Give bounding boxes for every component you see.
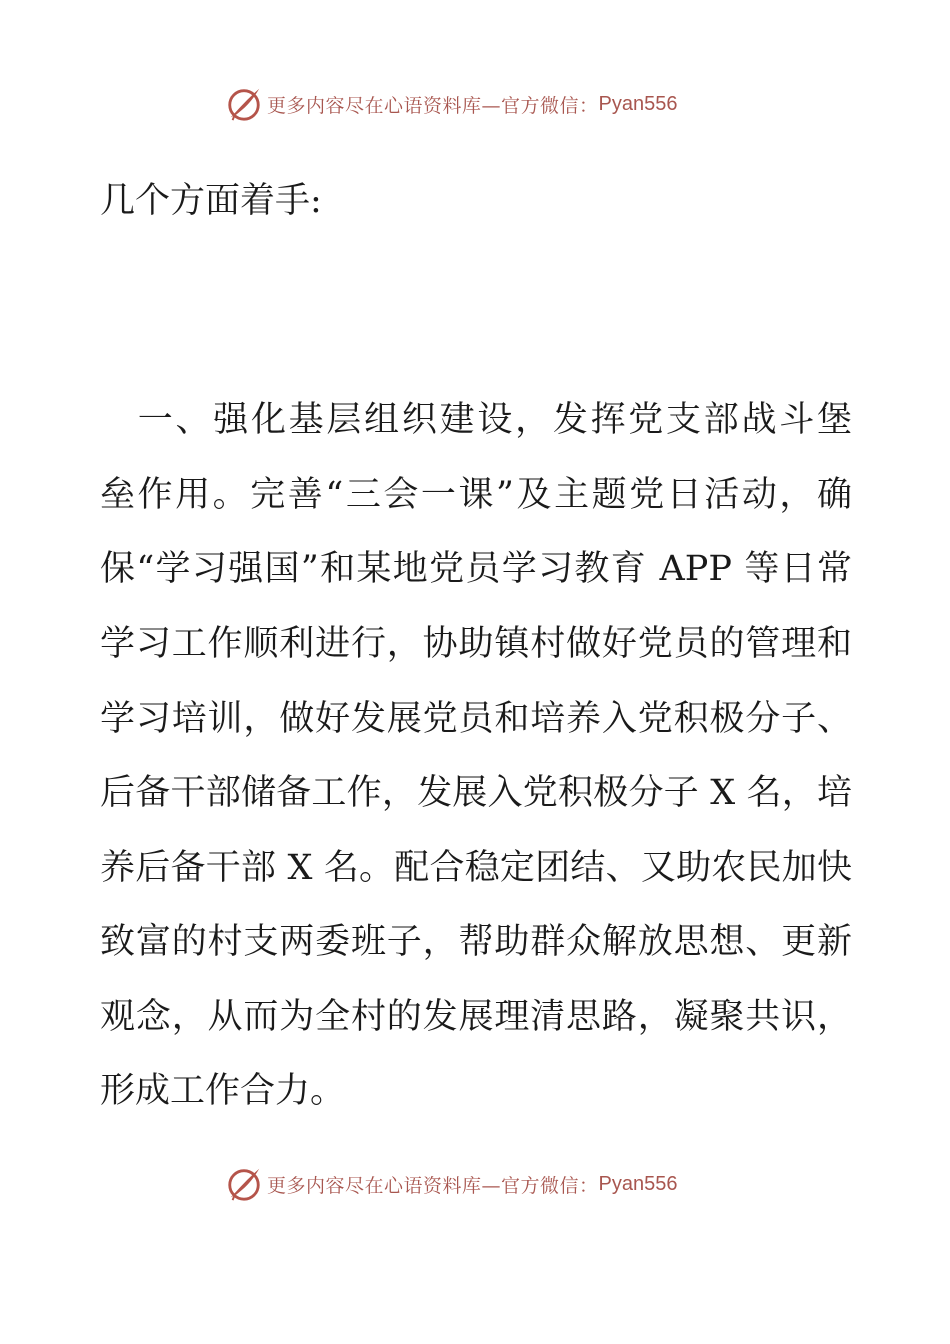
watermark-wechat-id: Pyan556 [598,1172,678,1195]
paragraph-line: 一、强化基层组织建设，发挥党支部战斗堡 [100,400,852,440]
paragraph-line: 后备干部储备工作，发展入党积极分子 X 名，培 [100,773,852,813]
intro-line: 几个方面着手: [100,181,322,221]
quill-pen-circle-icon [225,85,263,123]
paragraph-line: 学习培训，做好发展党员和培养入党积极分子、 [100,699,852,739]
watermark-wechat-id: Pyan556 [598,92,678,115]
paragraph-line: 养后备干部 X 名。配合稳定团结、又助农民加快 [100,848,852,888]
paragraph-line: 致富的村支两委班子，帮助群众解放思想、更新 [100,922,852,962]
paragraph-line: 学习工作顺利进行，协助镇村做好党员的管理和 [100,624,852,664]
footer-watermark [225,1162,677,1206]
paragraph-line: 观念，从而为全村的发展理清思路，凝聚共识， [100,997,852,1037]
watermark-text: 更多内容尽在心语资料库—官方微信： [267,1174,599,1197]
paragraph-line: 垒作用。完善“三会一课”及主题党日活动，确 [100,475,852,515]
header-watermark [225,82,677,126]
quill-pen-circle-icon [225,1165,263,1203]
paragraph-line: 形成工作合力。 [100,1071,346,1111]
watermark-text: 更多内容尽在心语资料库—官方微信： [267,94,599,117]
paragraph-line: 保“学习强国”和某地党员学习教育 APP 等日常 [100,549,852,589]
